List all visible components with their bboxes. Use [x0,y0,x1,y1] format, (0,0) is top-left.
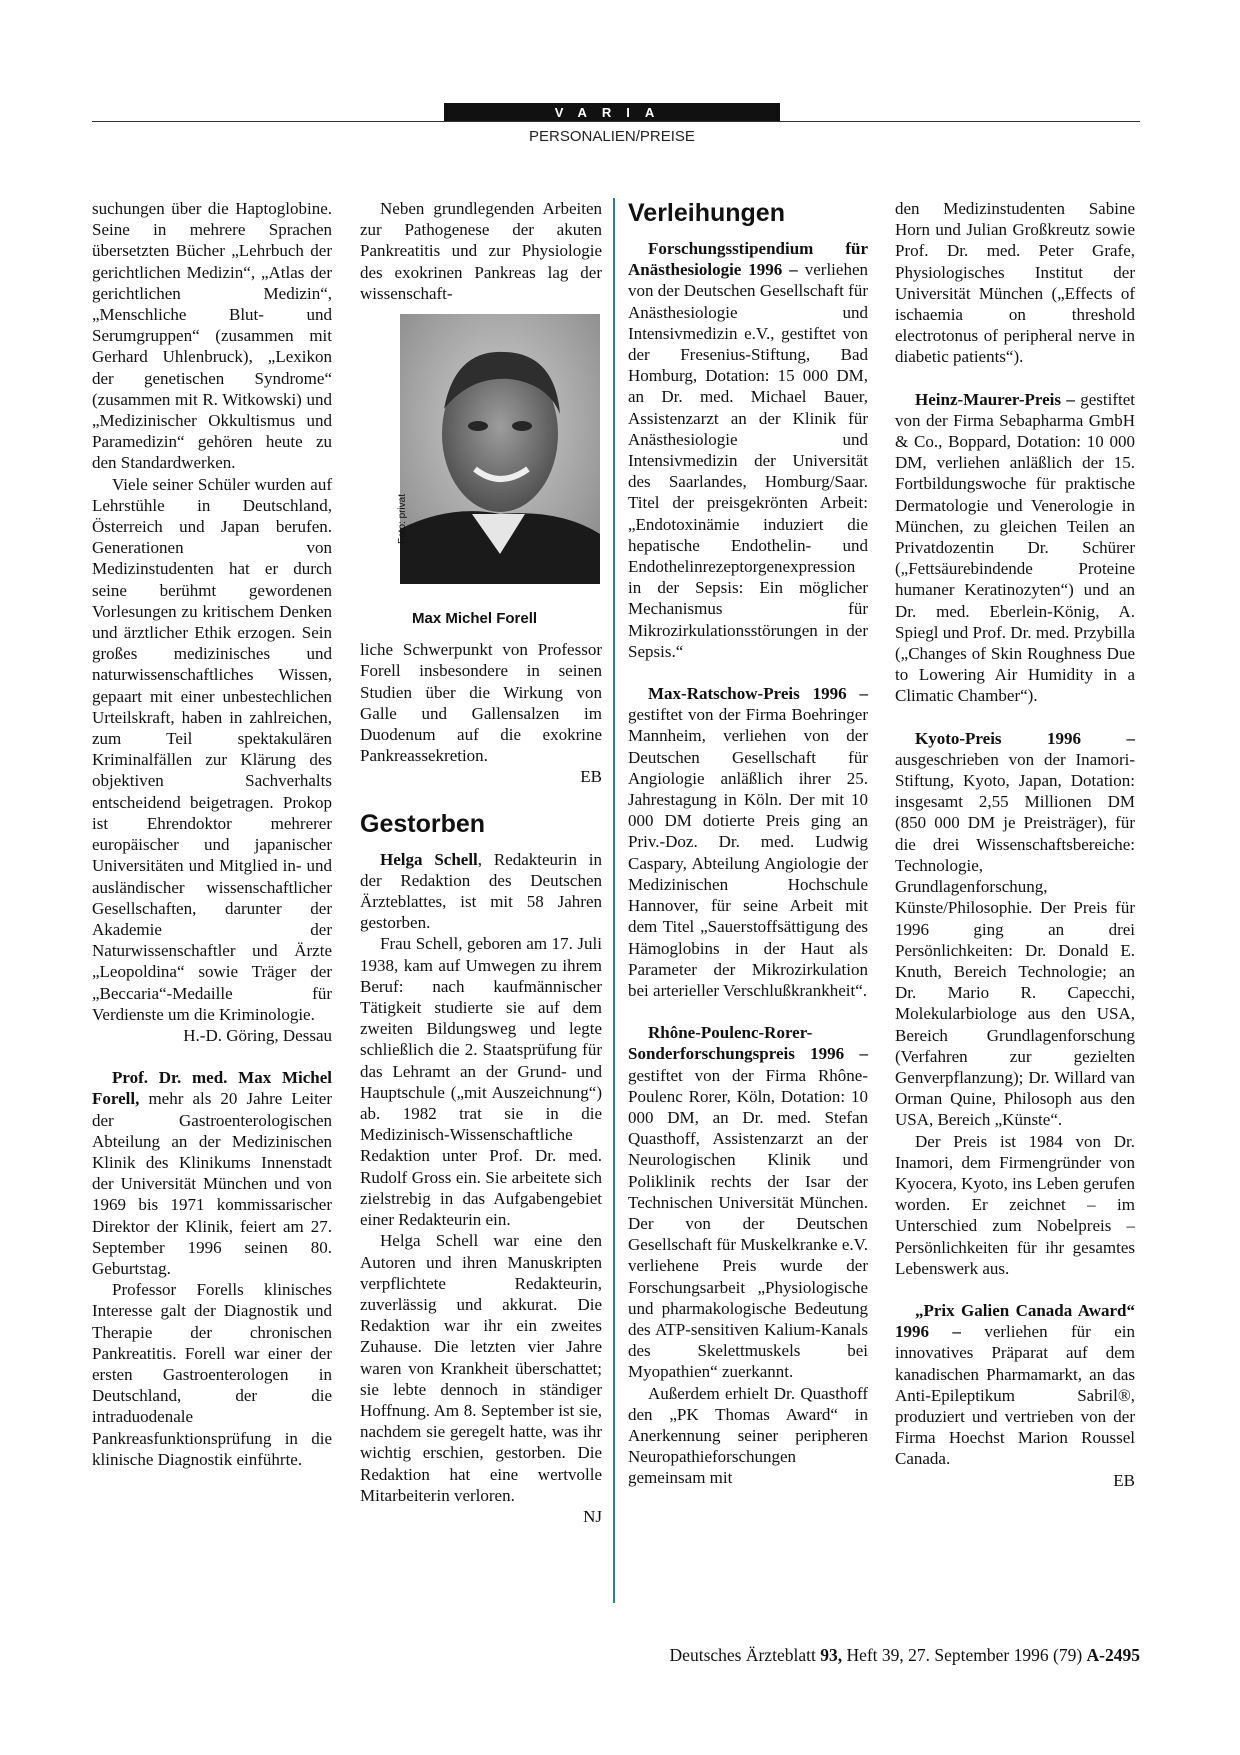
paragraph-text: gestiftet von der Firma Boehringer Mannheim, verliehen von der Deutschen Gesellschaft für Angiologie anläßlich ihrer 25. Jahrestagung in Köln. Der mit 10 000 DM dotierte Preis ging an Priv.-Doz. Dr. med. Ludwig Caspary, Abteilung Angiologie der Medizinischen Hochschule Hannover, für seine Arbeit mit dem Titel „Sauerstoffsättigung des Hämoglobins in der Haut als Parameter der Mikrozirkulation bei arterieller Verschlußkrankheit“. [628,705,868,1000]
paragraph-text: gestiftet von der Firma Sebapharma GmbH & Co., Boppard, Dotation: 10 000 DM, verliehen anläßlich der 15. Fortbildungswoche für praktische Dermatologie und Venerologie in München, zu gleichen Teilen an Privatdozentin Dr. Schürer („Fettsäurebindende Proteine humaner Keratinozyten“) und an Dr. med. Eberlein-König, A. Spiegl und Prof. Dr. med. Przybilla („Changes of Skin Roughness Due to Lowering Air Humidity in a Climatic Chamber“). [895,389,1135,706]
paragraph: Der Preis ist 1984 von Dr. Inamori, dem Firmengründer von Kyocera, Kyoto, ins Leben gerufen worden. Er zeichnet – im Unterschied zum Nobelpreis – Persönlichkeiten für ihr gesamtes Lebenswerk aus. [895,1131,1135,1278]
person-name: Helga Schell [380,849,478,869]
award-title: „Prix Galien Canada Award“ 1996 – [895,1300,1135,1342]
paragraph-text: verliehen für ein innovatives Präparat auf dem kanadischen Pharmamarkt, an das Anti-Epileptikum Sabril®, produziert und vertrieben von der Firma Hoechst Marion Roussel Canada. [895,1322,1135,1469]
column-2 [360,198,602,1527]
journal-name: Deutsches Ärzteblatt [669,1645,821,1665]
paragraph: Viele seiner Schüler wurden auf Lehrstühle in Deutschland, Österreich und Japan berufen. Generationen von Medizinstudenten hat er durch seine berühmt gewordenen Vorlesungen zu kritischem Denken und ärztlicher Ethik erzogen. Sein großes medizinisches und naturwissenschaftliches Wissen, gepaart mit einer unbestechlichen Urteilskraft, haben in zahlreichen, zum Teil spektakulären Kriminalfällen zur Klärung des objektiven Sachverhalts entscheidend beigetragen. Prokop ist Ehrendoktor mehrerer europäischer und japanischer Universitäten und Mitglied in- und ausländischer wissenschaftlicher Gesellschaften, darunter der Akademie der Naturwissenschaftler und Ärzte „Leopoldina“ sowie Träger der „Beccaria“-Medaille für Verdienste um die Kriminologie. [92,474,332,1024]
volume-number: 93, [820,1645,843,1665]
paragraph-text: mehr als 20 Jahre Leiter der Gastroenterologischen Abteilung an der Medizinischen Klinik des Klinikums Innenstadt der Universität München und von 1969 bis 1971 kommissarischer Direktor der Klinik, feiert am 27. September 1996 seinen 80. Geburtstag. [92,1089,332,1278]
paragraph: Frau Schell, geboren am 17. Juli 1938, kam auf Umwegen zu ihrem Beruf: nach kaufmännischer Tätigkeit studierte sie auf dem zweiten Bildungsweg und legte schließlich die 2. Staatsprüfung für das Lehramt an der Grund- und Hauptschule („mit Auszeichnung“) ab. 1982 trat sie in die Medizinisch-Wissenschaftliche Redaktion unter Prof. Dr. med. Rudolf Gross ein. Sie arbeitete sich zielstrebig in das Aufgabengebiet einer Redakteurin ein. [360,934,602,1230]
award-title: Heinz-Maurer-Preis – [915,389,1075,409]
paragraph [895,389,1135,707]
column-divider [613,198,615,1603]
section-heading: Verleihungen [628,199,785,227]
paragraph: suchungen über die Haptoglobine. Seine in mehrere Sprachen übersetzten Bücher „Lehrbuch der gerichtlichen Medizin“, „Atlas der gerichtlichen Medizin“, „Menschliche Blut- und Serumgruppen“ (zusammen mit Gerhard Uhlenbruck), „Lexikon der genetischen Syndrome“ (zusammen mit R. Witkowski) und „Medizinischer Okkultismus und Paramedizin“ gehören heute zu den Standardwerken. [92,199,332,473]
paragraph-text: , Redakteurin in der Redaktion des Deutschen Ärzteblattes, ist mit 58 Jahren gestorben. [360,849,602,933]
paragraph: Außerdem erhielt Dr. Quasthoff den „PK Thomas Award“ in Anerkennung seiner peripheren Neuropathieforschungen gemeinsam mit [628,1383,868,1488]
award-title: Max-Ratschow-Preis 1996 – [648,684,868,704]
photo-caption: Max Michel Forell [412,610,538,628]
paragraph [895,728,1135,1131]
paragraph: Helga Schell war eine den Autoren und ihren Manuskripten verpflichtete Redakteurin, zuverlässig und akkurat. Die Redaktion war ihr ein zweites Zuhause. Die letzten vier Jahre waren von Krankheit überschattet; sie lebte dennoch in ständiger Hoffnung. Am 8. September ist sie, nachdem sie geregelt hatte, was ihr wichtig erschien, gestorben. Die Redaktion hat eine wertvolle Mitarbeiterin verloren. [360,1231,602,1505]
paragraph [360,849,602,934]
award-title: Kyoto-Preis 1996 – [915,728,1135,748]
author-signature: EB [1113,1470,1135,1490]
header-rule [92,121,1140,122]
page-number: A-2495 [1086,1645,1140,1665]
award-title: Rhône-Poulenc-Rorer-Sonderforschungspreis 1996 – [628,1023,868,1064]
section-heading: Gestorben [360,809,486,838]
photo-credit: Foto: privat [397,493,408,545]
paragraph [628,1022,868,1382]
paragraph [628,683,868,1001]
paragraph: den Medizinstudenten Sabine Horn und Julian Großkreutz sowie Prof. Dr. med. Peter Grafe, Physiologisches Institut der Universität München („Effects of ischaemia on threshold electrotonus of peripheral nerve in diabetic patients“). [895,199,1135,367]
photo-figure [360,314,600,629]
paragraph [628,238,868,662]
column-1 [92,198,332,1470]
paragraph: liche Schwerpunkt von Professor Forell insbesondere in seinen Studien über die Wirkung von Galle und Gallensalzen im Duodenum auf die exokrine Pankreassekretion. [360,640,602,766]
author-signature: EB [580,767,602,787]
paragraph: Neben grundlegenden Arbeiten zur Pathogenese der akuten Pankreatitis und zur Physiologie des exokrinen Pankreas lag der wissenschaft- [360,199,602,303]
issue-info: Heft 39, 27. September 1996 (79) [842,1645,1087,1665]
person-name: Prof. Dr. med. Max Michel Forell, [92,1068,332,1109]
paragraph-text: gestiftet von der Firma Rhône-Poulenc Rorer, Köln, Dotation: 10 000 DM, an Dr. med. Stefan Quasthoff, Assistenzarzt an der Neurologischen Klinik und Poliklinik rechts der Isar der Technischen Universität München. Der von der Deutschen Gesellschaft für Muskelkranke e.V. verliehene Preis wurde der Forschungsarbeit „Physiologische und pharmakologische Bedeutung des ATP-sensitiven Kalium-Kanals des Skelettmuskels bei Myopathien“ zuerkannt. [628,1065,868,1382]
paragraph-text: verliehen von der Deutschen Gesellschaft für Anästhesiologie und Intensivmedizin e.V., gestiftet von der Fresenius-Stiftung, Bad Homburg, Dotation: 15 000 DM, an Dr. med. Michael Bauer, Assistenzarzt an der Klinik für Anästhesiologie und Intensivmedizin der Universität des Saarlandes, Homburg/Saar. Titel der preisgekrönten Arbeit: „Endotoxinämie induziert die hepatische Endothelin- und Endothelinrezeptorgenexpression in der Sepsis: Ein möglicher Mechanismus für Mikrozirkulationsstörungen in der Sepsis.“ [628,260,868,661]
author-signature: H.-D. Göring, Dessau [183,1025,332,1045]
portrait-photo [360,314,600,604]
paragraph: Professor Forells klinisches Interesse galt der Diagnostik und Therapie der chronischen Pankreatitis. Forell war einer der ersten Gastroenterologen in Deutschland, der die intraduodenale Pankreasfunktionsprüfung in die klinische Diagnostik einführte. [92,1280,332,1469]
paragraph [92,1067,332,1279]
paragraph-text: ausgeschrieben von der Inamori-Stiftung, Kyoto, Japan, Dotation: insgesamt 2,55 Millionen DM (850 000 DM je Preisträger), für die drei Wissenschaftsbereiche: Technologie, Grundlagenforschung, Künste/Philosophie. Der Preis für 1996 ging an drei Persönlichkeiten: Dr. Donald E. Knuth, Bereich Technologie; an Dr. Mario R. Capecchi, Molekularbiologe aus den USA, Bereich Grundlagenforschung (Verfahren zur gezielten Genverpflanzung); Dr. Willard van Orman Quine, Philosoph aus den USA, Bereich „Künste“. [895,749,1135,1130]
award-title: Forschungsstipendium für Anästhesiologie 1996 – [628,239,868,280]
column-4 [895,198,1135,1491]
column-3 [628,198,868,1489]
paragraph [895,1300,1135,1470]
section-bar: VARIA [444,103,780,122]
section-subtitle: PERSONALIEN/PREISE [529,128,695,145]
author-signature: NJ [583,1506,602,1526]
page-footer [670,1645,1140,1666]
